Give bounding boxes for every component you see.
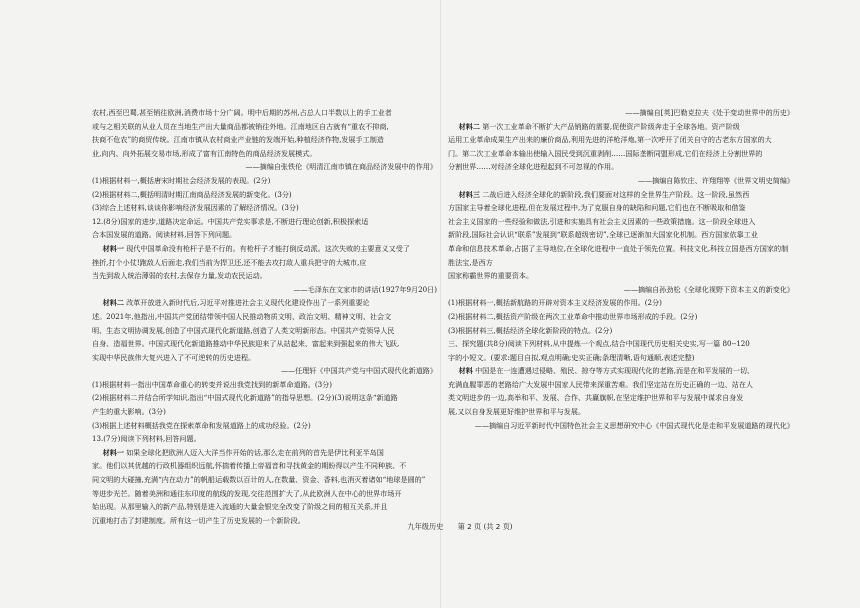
- line-text: 社会主义国家的一些经验和做法,引进和实施具有社会主义因素的一些政策措施。这一阶段全球进入: [448, 216, 756, 226]
- left-column-line: [92, 174, 437, 188]
- line-text: 同文明的大碰撞,充满“内在动力”的帆船运载数以百计的人,在数量、资金、香料,也消灭着诸如“地球是圆的”: [92, 475, 426, 485]
- line-text: 自身、造福世界。中国式现代化新道路推动中华民族迎来了从站起来、富起来到强起来的伟大飞跃,: [92, 339, 400, 349]
- line-text: 沉重地打击了封建制度。所有这一切产生了历史发展的一个新阶段。: [92, 515, 305, 525]
- left-column-line: [92, 106, 437, 120]
- line-text: 字的小短文。(要求:题目自拟,观点明确;史实正确;条理清晰,语句通顺,表述完整): [448, 352, 695, 362]
- line-text: ——摘编自习近平新时代中国特色社会主义思想研究中心《中国式现代化是走和平发展道路的现代化》: [474, 420, 794, 430]
- left-column-line: [92, 432, 437, 446]
- line-text: 门。第二次工业革命本输出使输入国民受到沉重剥削……国际垄断同盟形成,它们在经济上分割世界的: [448, 148, 763, 158]
- line-text: 国家称霸世界的重要资本。: [448, 271, 534, 281]
- left-column-line: [92, 446, 437, 460]
- line-text: 革命和信息技术革命,占据了主导地位,在全球化进程中一直处于领先位置。科技文化,科技立国是西方国家的制胜法宝,是西方: [448, 243, 789, 267]
- line-text: 方国家主导着全球化进程,但在发展过程中,为了克服自身的缺陷和问题,它们也在不断吸取和借鉴: [448, 203, 746, 213]
- page-footer: [360, 522, 560, 532]
- line-text: ——摘编自陈钦庄、许翔翔等《世界文明史简编》: [637, 175, 794, 185]
- material-label: 材料一: [102, 447, 124, 457]
- line-text: 明、生态文明协调发展,创造了中国式现代化新道路,创造了人类文明新形态。中国共产党领导人民: [92, 325, 395, 335]
- line-text: 运用工业革命成果生产出来的廉价商品,利用先进的洋枪洋炮,第一次呼开了闭关自守的古老东方国家的大: [448, 135, 772, 145]
- line-text: ——摘编自孙劲松《全球化视野下资本主义的新变化》: [623, 284, 794, 294]
- line-text: ——毛泽东在文家市的讲话(1927年9月20日): [293, 284, 437, 294]
- line-text: 新阶段,国际社会认识“联系”发展到“联系超级密切”,全球已逐渐加大国家化机制。西方国家依靠工业: [448, 230, 758, 240]
- left-column-line: [92, 147, 437, 161]
- line-text: 如果全球化把欧洲人迈入大洋当作开始的话,那么走在前列的首先是伊比利亚半岛国: [126, 447, 384, 457]
- right-column-line: [448, 133, 794, 147]
- left-column-line: [92, 473, 437, 487]
- line-text: 13.(7分)阅读下列材料,回答问题。: [92, 434, 201, 444]
- right-column-line: [448, 201, 794, 215]
- left-column-line: [92, 459, 437, 473]
- left-column-line: [92, 351, 437, 365]
- left-column-line: [92, 310, 437, 324]
- line-text: 等进步光芒。随着美洲和通往东印度的航线的发现,交往范围扩大了,从此欧洲人在中心的世界市场开: [92, 488, 402, 498]
- line-text: 或与之相关联的从业人员在当地生产出大量商品都被销往外地。江南地区自古就有“重农不抑商,: [92, 121, 389, 131]
- left-column-line: [92, 269, 437, 283]
- right-column-line: [448, 364, 794, 378]
- line-text: 改革开放进入新时代后,习近平对推进社会主义现代化建设作出了一系列重要论: [126, 298, 370, 308]
- right-column-line: [448, 337, 794, 351]
- footer-subject: 九年级历史: [407, 522, 444, 531]
- right-column-line: [448, 160, 794, 174]
- line-text: (2)根据材料二,概括明清时期江南商品经济发展的新变化。(3分): [92, 189, 292, 199]
- line-text: 合本国发展的道路。阅读材料,回答下列问题。: [92, 230, 237, 240]
- right-column-line: [448, 283, 794, 297]
- line-text: (3)根据上述材料概括我党在探索革命和发展道路上的成功经验。(2分): [92, 420, 311, 430]
- line-text: 充满血腥罪恶的老路给广大发展中国家人民带来深重苦难。我们坚定站在历史正确的一边、站在人: [448, 379, 754, 389]
- right-column-line: [448, 391, 794, 405]
- left-column-line: [92, 242, 437, 256]
- left-column-line: [92, 500, 437, 514]
- right-column-line: [448, 296, 794, 310]
- material-label: 材料二: [458, 121, 480, 131]
- right-column-line: [448, 188, 794, 202]
- right-column-line: [448, 351, 794, 365]
- right-column-line: [448, 269, 794, 283]
- right-column-line: [448, 405, 794, 419]
- line-text: 三、探究题(共8分)阅读下列材料,从中提炼一个观点,结合中国现代历史相关史实,写一篇 80--120: [448, 339, 750, 349]
- line-text: 现代中国革命没有枪杆子是不行的。有枪杆子才能打倒反动派。这次失败的主要意义又受了: [126, 243, 410, 253]
- right-column-line: [448, 215, 794, 229]
- left-column-line: [92, 160, 437, 174]
- line-text: 家。他们以其优越的行政机器组织远航,怀揣着传播上帝福音和寻找黄金的期盼得以产生不同种族、不: [92, 461, 407, 471]
- right-column: [448, 106, 794, 432]
- line-text: 始出现。从那里输入的新产品,特别是进入流通的大量金银完全改变了阶级之间的相互关系,并且: [92, 502, 388, 512]
- right-column-line: [448, 228, 794, 242]
- line-text: 农村,西至巴蜀,甚至销往欧洲,消费市场十分广阔。明中后期的苏州,占总人口半数以上的手工业者: [92, 108, 392, 117]
- left-column-line: [92, 133, 437, 147]
- line-text: 类文明进步的一边,高举和平、发展、合作、共赢旗帜,在坚定维护世界和平与发展中谋求自身发: [448, 393, 744, 403]
- left-column-line: [92, 296, 437, 310]
- left-column: [92, 106, 437, 527]
- line-text: (1)根据材料一,概括新航路的开辟对资本主义经济发展的作用。(2分): [448, 298, 662, 308]
- line-text: 述。2021年,他指出,中国共产党团结带领中国人民推动物质文明、政治文明、精神文明、社会文: [92, 311, 392, 321]
- material-label: 材料三: [458, 189, 480, 199]
- left-column-line: [92, 120, 437, 134]
- left-column-line: [92, 256, 437, 270]
- line-text: 当先到敌人统治薄弱的农村,去保存力量,发动农民运动。: [92, 271, 267, 281]
- line-text: 业,向内、向外拓展交易市场,形成了富有江南特色的商品经济发展模式。: [92, 148, 317, 158]
- line-text: 12.(8分)国家的进步,道路决定命运。中国共产党实事求是,不断进行理论创新,积极探索适: [92, 216, 369, 226]
- line-text: (2)根据材料二并结合所学知识,指出“中国式现代化新道路”的指导思想。(2分)(3)说明这条“新道路: [92, 393, 398, 403]
- line-text: 中国是在一连遭遇过侵略、殖民、掠夺等方式实现现代化的老路,而是在和平发展的一切、: [475, 366, 755, 376]
- line-text: (2)根据材料二,概括资产阶级在两次工业革命中推动世界市场形成的手段。(2分): [448, 311, 698, 321]
- line-text: 产生的重大影响。(3分): [92, 407, 166, 417]
- line-text: ——摘编自张铁伦《明清江南市镇在商品经济发展中的作用》: [245, 162, 437, 172]
- line-text: 展,又以自身发展更好维护世界和平与发展。: [448, 407, 586, 417]
- line-text: 分割世界……对经济全球化进程起到不可忽视的作用。: [448, 162, 619, 172]
- right-column-line: [448, 147, 794, 161]
- line-text: 第一次工业革命不断扩大产品销路的需要,促使资产阶级奔走于全球各地。资产阶级: [482, 121, 740, 131]
- right-column-line: [448, 120, 794, 134]
- footer-page-number: 第 2 页 (共 2 页): [457, 522, 513, 531]
- left-column-line: [92, 337, 437, 351]
- right-column-line: [448, 106, 794, 120]
- left-column-line: [92, 364, 437, 378]
- left-column-line: [92, 487, 437, 501]
- material-label: 材料二: [102, 298, 124, 308]
- right-column-line: [448, 242, 794, 269]
- line-text: ——摘编自[英]巴勒克拉夫《处于变动世界中的历史》: [625, 108, 794, 117]
- left-column-line: [92, 419, 437, 433]
- right-column-line: [448, 174, 794, 188]
- line-text: 挫折,打个小仗!跑敌人后面走,我们当前为捍卫还,还不能去攻打敌人重兵把守的大城市,应: [92, 257, 367, 267]
- left-column-line: [92, 378, 437, 392]
- right-column-line: [448, 310, 794, 324]
- right-column-line: [448, 378, 794, 392]
- material-label: 材料一: [102, 243, 124, 253]
- left-column-line: [92, 201, 437, 215]
- line-text: (3)综合上述材料,谈谈你影响经济发展因素的了解经济情况。(3分): [92, 203, 299, 213]
- left-column-line: [92, 228, 437, 242]
- left-column-line: [92, 215, 437, 229]
- right-column-line: [448, 324, 794, 338]
- line-text: ——任理轩《中国共产党与中国式现代化新道路》: [280, 366, 437, 376]
- right-column-line: [448, 419, 794, 433]
- line-text: 二战后进入经济全球化的新阶段,我们要面对这样的全世界生产阶段。这一阶段,虽然西: [482, 189, 750, 199]
- left-column-line: [92, 405, 437, 419]
- line-text: 扶商不危农”的商贸传统。江南市镇从农村商业产业链的发端开始,种植经济作物,发展手工制造: [92, 135, 384, 145]
- material-label: 材料: [458, 366, 473, 376]
- left-column-line: [92, 188, 437, 202]
- line-text: (1)根据材料一,概括唐宋时期社会经济发展的表现。(2分): [92, 175, 271, 185]
- page-fold-divider: [440, 0, 441, 608]
- left-column-line: [92, 324, 437, 338]
- left-column-line: [92, 283, 437, 297]
- left-column-line: [92, 391, 437, 405]
- line-text: 实现中华民族伟大复兴进入了不可逆转的历史进程。: [92, 352, 256, 362]
- line-text: (3)根据材料三,概括经济全球化新阶段的特点。(2分): [448, 325, 613, 335]
- line-text: (1)根据材料一指出中国革命重心的转变并说出我党找到的新革命道路。(3分): [92, 379, 333, 389]
